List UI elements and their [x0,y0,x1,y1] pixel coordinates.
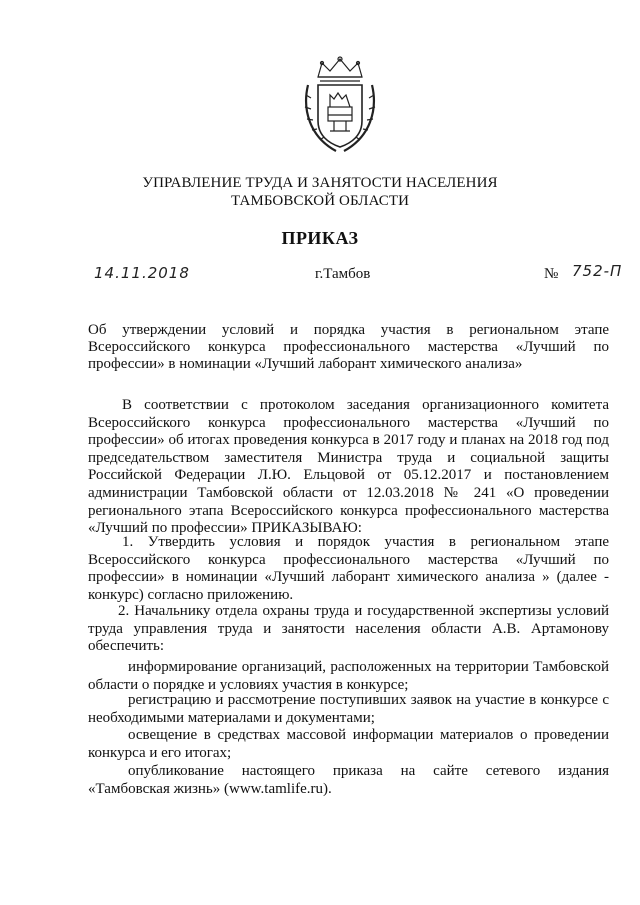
preamble-paragraph: В соответствии с протоколом заседания организационного комитета Всероссийского конкурса профессионального мастерства «Лучший по профессии» об итогах проведения конкурса в 2017 году и планах на 2018 год под председательством заместителя Министра труда и социальной защиты Российской Федерации Л.Ю. Ельцовой от 05.12.2017 и постановлением администрации Тамбовской области от 12.03.2018 № 241 «О проведении регионального этапа Всероссийского конкурса профессионального мастерства «Лучший по профессии» ПРИКАЗЫВАЮ: [88,397,609,537]
city-label: г.Тамбов [315,266,371,282]
subitem-informing: информирование организаций, расположенных на территории Тамбовской области о порядке и условиях участия в конкурсе; [88,659,609,693]
handwritten-date: 14.11.2018 [94,264,190,282]
coat-of-arms-emblem [300,55,380,155]
item-1-paragraph: 1. Утвердить условия и порядок участия в региональном этапе Всероссийского конкурса профессионального мастерства «Лучший по профессии» в номинации «Лучший лаборант химического анализа » (далее - конкурс) согласно приложению. [88,534,609,603]
handwritten-order-number: 752-П [572,262,623,280]
organization-name-line2: ТАМБОВСКОЙ ОБЛАСТИ [230,193,410,209]
item-2-paragraph: 2. Начальнику отдела охраны труда и государственной экспертизы условий труда управления труда и занятости населения области А.В. Артамонову обеспечить: [88,603,609,655]
order-subject: Об утверждении условий и порядка участия в региональном этапе Всероссийского конкурса профессионального мастерства «Лучший по профессии» в номинации «Лучший лаборант химического анализа» [88,322,609,372]
document-title: ПРИКАЗ [281,228,359,248]
subitem-media-coverage: освещение в средствах массовой информации материалов о проведении конкурса и его итогах; [88,727,609,761]
subitem-registration: регистрацию и рассмотрение поступивших заявок на участие в конкурсе с необходимыми материалами и документами; [88,692,609,726]
number-sign: № [544,266,559,282]
organization-name-line1: УПРАВЛЕНИЕ ТРУДА И ЗАНЯТОСТИ НАСЕЛЕНИЯ [142,175,498,191]
subitem-publication: опубликование настоящего приказа на сайте сетевого издания «Тамбовская жизнь» (www.tamlife.ru). [88,763,609,797]
